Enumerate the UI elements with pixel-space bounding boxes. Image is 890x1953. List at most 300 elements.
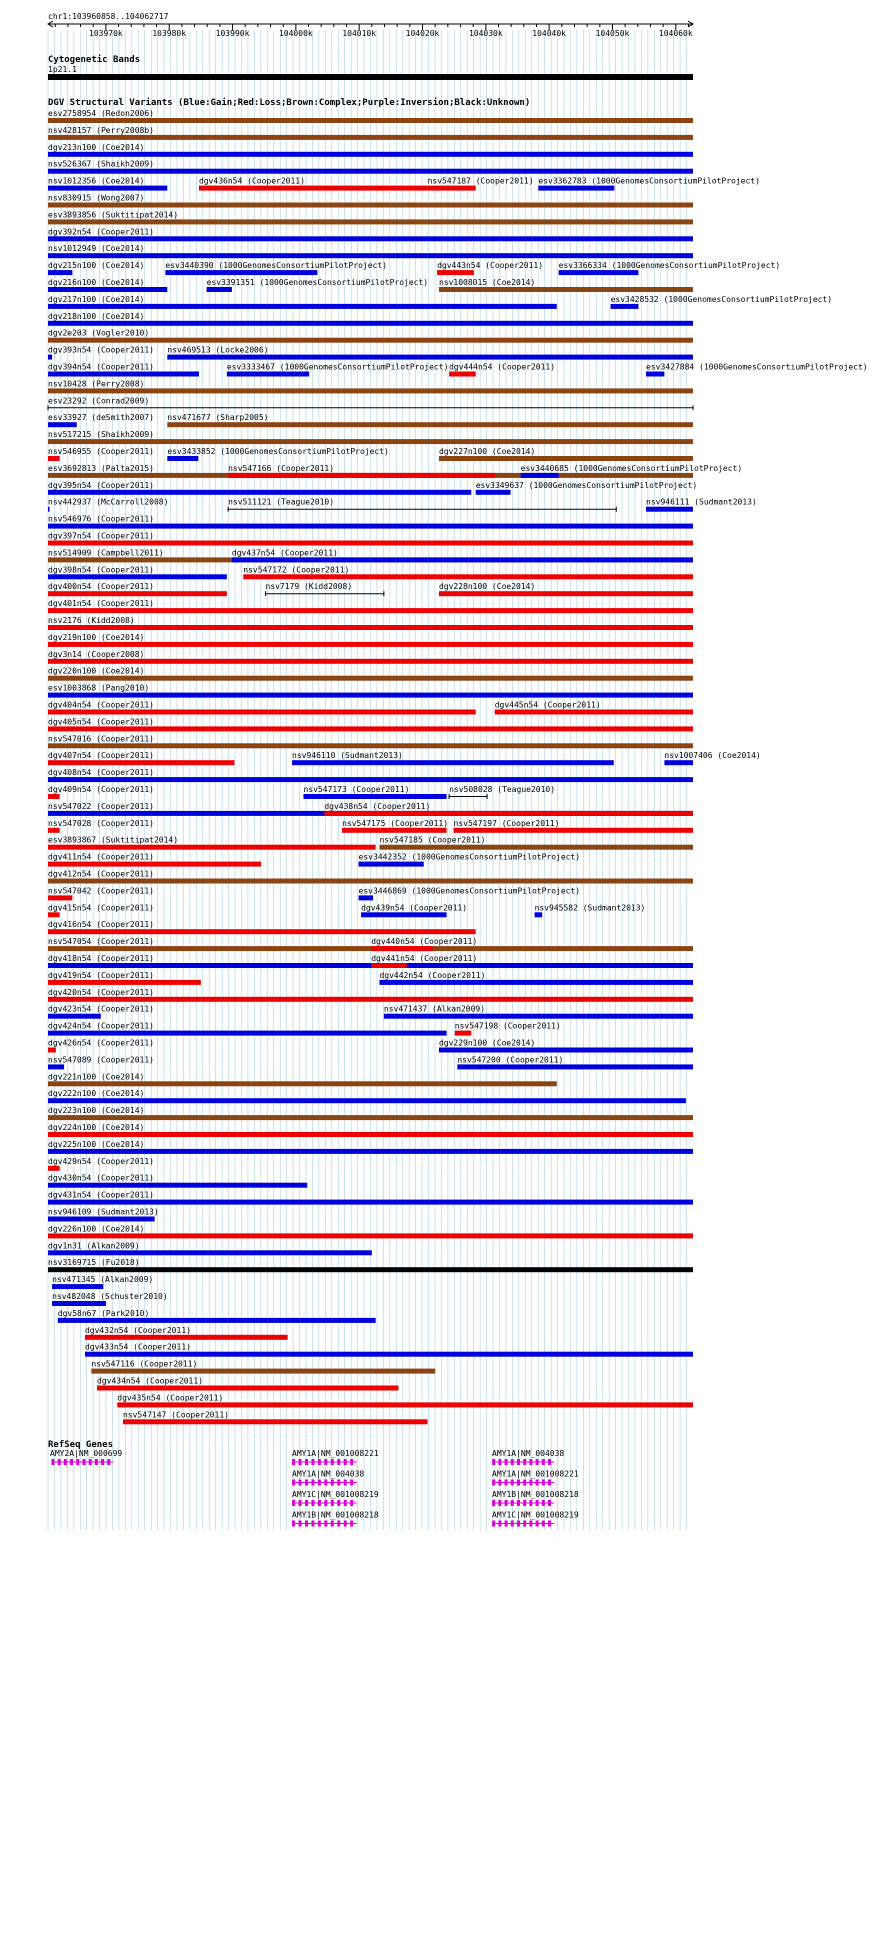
gene-exon (529, 1500, 532, 1506)
variant-bar (48, 372, 199, 377)
variant-label: nsv547185 (Cooper2011) (379, 835, 486, 845)
variant-bar (384, 1014, 693, 1019)
variant-bar (535, 912, 543, 917)
gene-label: AMY1A|NM_004038 (492, 1449, 565, 1458)
gene-exon (536, 1521, 539, 1527)
variant-bar (48, 1064, 64, 1069)
cytoband-band-label: 1p21.1 (48, 65, 77, 74)
variant-bar (85, 1335, 288, 1340)
variant-label: dgv409n54 (Cooper2011) (48, 785, 154, 794)
variant-bar (437, 270, 474, 275)
gene-exon (311, 1500, 314, 1506)
variant-label: esv33927 (deSmith2007) (48, 413, 154, 423)
ruler-tick-label: 104010k (342, 29, 377, 38)
gene-exon (492, 1521, 495, 1527)
variant-label: dgv439n54 (Cooper2011) (361, 903, 468, 913)
variant-bar (48, 760, 234, 765)
variant-label: dgv216n100 (Coe2014) (48, 278, 145, 287)
variant-label: dgv213n100 (Coe2014) (48, 142, 145, 152)
variant-bar (48, 524, 693, 529)
variant-bar (243, 574, 693, 579)
gene-exon (350, 1480, 353, 1486)
gene-label: AMY1A|NM_004038 (292, 1469, 365, 1479)
variant-label: esv3362783 (1000GenomesConsortiumPilotProject) (538, 176, 760, 186)
gene-exon (529, 1459, 532, 1465)
variant-label: nsv547198 (Cooper2011) (454, 1021, 561, 1031)
variant-bar (371, 963, 406, 968)
variant-bar (559, 270, 639, 275)
variant-bar (48, 1081, 557, 1086)
variant-label: dgv401n54 (Cooper2011) (48, 599, 154, 609)
variant-bar (48, 287, 167, 292)
gene-exon (517, 1500, 520, 1506)
variant-bar (48, 1233, 693, 1238)
variant-label: esv3433852 (1000GenomesConsortiumPilotProject) (167, 447, 389, 456)
variant-bar (495, 710, 693, 715)
variant-label: dgv400n54 (Cooper2011) (48, 582, 154, 592)
variant-label: dgv444n54 (Cooper2011) (449, 362, 556, 372)
variant-label: nsv1012356 (Coe2014) (48, 176, 145, 186)
variant-label: nsv946111 (Sudmant2013) (646, 497, 757, 507)
variant-label: esv2758954 (Redon2006) (48, 109, 154, 118)
gene-exon (305, 1459, 308, 1465)
variant-label: dgv445n54 (Cooper2011) (494, 700, 601, 710)
gene-exon (498, 1480, 501, 1486)
variant-label: dgv1n31 (Alkan2009) (48, 1241, 140, 1251)
variant-label: esv3446869 (1000GenomesConsortiumPilotProject) (358, 886, 581, 896)
variant-bar (342, 828, 446, 833)
variant-bar (48, 253, 693, 258)
variant-label: dgv2e203 (Vogler2010) (48, 328, 150, 338)
gene-exon (548, 1480, 551, 1486)
variant-label: dgv394n54 (Cooper2011) (48, 362, 154, 372)
ruler-tick-label: 103970k (89, 29, 123, 38)
variant-label: dgv404n54 (Cooper2011) (48, 700, 154, 710)
variant-label: nsv946110 (Sudmant2013) (292, 751, 403, 761)
variant-bar (48, 338, 693, 343)
gene-exon (350, 1500, 353, 1506)
variant-bar (48, 1200, 693, 1205)
variant-label: nsv428157 (Perry2008b) (48, 125, 154, 135)
variant-label: nsv526367 (Shaikh2009) (48, 159, 154, 169)
variant-bar (611, 304, 639, 309)
variant-bar (48, 608, 693, 613)
variant-bar (52, 1284, 103, 1289)
variant-bar (454, 828, 693, 833)
ruler-tick-label: 103990k (215, 29, 250, 38)
gene-exon (505, 1480, 508, 1486)
variant-bar (48, 642, 693, 647)
gene-exon (311, 1521, 314, 1527)
gene-exon (523, 1500, 526, 1506)
variant-bar (379, 980, 693, 985)
variant-label: esv3349637 (1000GenomesConsortiumPilotProject) (475, 480, 698, 490)
variant-label: dgv227n100 (Coe2014) (438, 447, 536, 456)
gene-exon (542, 1500, 545, 1506)
gene-exon (305, 1500, 308, 1506)
gene-exon (318, 1500, 321, 1506)
variant-bar (359, 895, 374, 900)
variant-label: esv3428532 (1000GenomesConsortiumPilotProject) (610, 294, 833, 304)
variant-bar (361, 912, 446, 917)
variant-label: dgv412n54 (Cooper2011) (48, 869, 154, 879)
variant-label: dgv424n54 (Cooper2011) (48, 1021, 154, 1031)
variant-bar (199, 186, 428, 191)
gene-exon (318, 1459, 321, 1465)
variant-bar (52, 1301, 106, 1306)
gene-exon (337, 1459, 340, 1465)
variant-label: nsv471437 (Alkan2009) (383, 1004, 486, 1014)
ruler-tick-label: 104050k (595, 29, 630, 38)
variant-bar (303, 794, 446, 799)
gene-exon (305, 1521, 308, 1527)
variant-label: nsv547089 (Cooper2011) (48, 1055, 154, 1065)
gene-label: AMY1B|NM_001008218 (292, 1510, 379, 1520)
variant-label: dgv218n100 (Coe2014) (48, 311, 145, 321)
gene-exon (517, 1459, 520, 1465)
variant-label: dgv226n100 (Coe2014) (48, 1224, 145, 1234)
dgv-track-title: DGV Structural Variants (Blue:Gain;Red:Loss;Brown:Complex;Purple:Inversion;Black:Unknown) (48, 98, 531, 108)
gene-exon (511, 1480, 514, 1486)
variant-label: nsv1007406 (Coe2014) (664, 751, 761, 761)
variant-bar (48, 693, 693, 698)
variant-bar (48, 1183, 307, 1188)
gene-exon (548, 1500, 551, 1506)
variant-bar (48, 236, 693, 241)
variant-label: dgv411n54 (Cooper2011) (48, 852, 154, 862)
variant-bar (48, 270, 72, 275)
variant-label: dgv221n100 (Coe2014) (48, 1072, 145, 1082)
gene-exon (536, 1459, 539, 1465)
variant-label: dgv436n54 (Cooper2011) (198, 176, 305, 186)
gene-exon (82, 1459, 85, 1465)
gene-exon (324, 1500, 327, 1506)
variant-bar (48, 355, 52, 360)
variant-bar (48, 1048, 56, 1053)
variant-label: nsv945582 (Sudmant2013) (534, 903, 646, 913)
gene-exon (292, 1480, 295, 1486)
gene-exon (292, 1521, 295, 1527)
gene-exon (548, 1521, 551, 1527)
variant-label: dgv215n100 (Coe2014) (48, 261, 145, 271)
variant-bar (371, 946, 432, 951)
variant-bar (439, 456, 693, 461)
variant-label: nsv3169715 (Fu2018) (48, 1258, 140, 1268)
variant-bar (428, 186, 476, 191)
gene-exon (529, 1521, 532, 1527)
variant-bar (48, 1267, 693, 1272)
variant-bar (91, 1369, 435, 1374)
gene-exon (498, 1521, 501, 1527)
gene-label: AMY2A|NM_000699 (50, 1449, 123, 1458)
variant-label: nsv546976 (Cooper2011) (48, 514, 154, 524)
variant-label: dgv392n54 (Cooper2011) (48, 227, 154, 237)
gene-exon (337, 1480, 340, 1486)
position-label: chr1:103960858..104062717 (48, 12, 169, 21)
gene-exon (89, 1459, 92, 1465)
variant-label: nsv547022 (Cooper2011) (48, 801, 154, 811)
gene-exon (517, 1480, 520, 1486)
variant-bar (48, 388, 693, 393)
variant-label: dgv430n54 (Cooper2011) (48, 1173, 154, 1183)
gene-exon (311, 1459, 314, 1465)
gene-label: AMY1A|NM_001008221 (292, 1449, 379, 1458)
gene-exon (76, 1459, 79, 1465)
variant-bar (117, 1402, 693, 1407)
variant-label: nsv7179 (Kidd2008) (265, 582, 353, 592)
variant-label: dgv398n54 (Cooper2011) (48, 565, 154, 575)
variant-label: dgv228n100 (Coe2014) (438, 582, 536, 592)
cytoband-title: Cytogenetic Bands (48, 55, 141, 65)
variant-bar (48, 135, 693, 140)
variant-label: nsv471345 (Alkan2009) (52, 1275, 154, 1285)
ruler-tick-label: 104040k (532, 29, 567, 38)
gene-exon (542, 1521, 545, 1527)
variant-bar (48, 304, 557, 309)
variant-bar (359, 862, 424, 867)
variant-bar (449, 372, 476, 377)
variant-bar (48, 980, 201, 985)
gene-exon (95, 1459, 98, 1465)
variant-bar (48, 659, 693, 664)
variant-label: nsv508028 (Teague2010) (449, 785, 556, 794)
gene-exon (299, 1500, 302, 1506)
variant-label: nsv517215 (Shaikh2009) (48, 430, 154, 440)
gene-exon (505, 1521, 508, 1527)
variant-label: nsv547054 (Cooper2011) (48, 937, 154, 947)
variant-label: dgv393n54 (Cooper2011) (48, 345, 154, 355)
variant-bar (48, 1149, 693, 1154)
variant-label: dgv441n54 (Cooper2011) (371, 954, 478, 963)
variant-label: nsv442937 (McCarroll2008) (48, 497, 169, 507)
variant-bar (646, 507, 693, 512)
variant-label: nsv547042 (Cooper2011) (48, 886, 154, 896)
variant-label: nsv10428 (Perry2008) (48, 379, 145, 389)
variant-label: dgv415n54 (Cooper2011) (48, 903, 154, 913)
variant-bar (48, 507, 50, 512)
variant-label: dgv225n100 (Coe2014) (48, 1139, 145, 1149)
gene-exon (505, 1500, 508, 1506)
variant-label: esv3333467 (1000GenomesConsortiumPilotProject) (226, 362, 449, 372)
variant-label: dgv405n54 (Cooper2011) (48, 717, 154, 727)
gene-exon (536, 1480, 539, 1486)
variant-label: nsv547173 (Cooper2011) (303, 785, 410, 794)
variant-bar (48, 625, 693, 630)
gene-exon (64, 1459, 67, 1465)
gene-exon (324, 1521, 327, 1527)
variant-label: dgv58n67 (Park2010) (57, 1308, 150, 1318)
variant-bar (48, 1031, 447, 1036)
variant-bar (48, 997, 693, 1002)
variant-label: nsv547187 (Cooper2011) (427, 176, 534, 186)
variant-label: esv3427884 (1000GenomesConsortiumPilotProject) (646, 362, 868, 372)
variant-bar (48, 879, 693, 884)
variant-bar (48, 1217, 155, 1222)
variant-label: esv1003868 (Pang2010) (48, 683, 150, 693)
variant-bar (476, 490, 511, 495)
ruler-tick-label: 104000k (278, 29, 313, 38)
gene-exon (305, 1480, 308, 1486)
variant-bar (48, 743, 693, 748)
variant-bar (48, 422, 77, 427)
variant-bar (48, 219, 693, 224)
gene-exon (299, 1521, 302, 1527)
variant-bar (48, 1132, 693, 1137)
variant-label: dgv220n100 (Coe2014) (48, 666, 145, 676)
variant-bar (48, 169, 693, 174)
gene-exon (337, 1500, 340, 1506)
gene-exon (331, 1500, 334, 1506)
variant-bar (207, 287, 232, 292)
variant-bar (538, 186, 614, 191)
variant-bar (48, 203, 693, 208)
variant-bar (379, 845, 693, 850)
variant-label: dgv224n100 (Coe2014) (48, 1123, 145, 1132)
gene-exon (324, 1459, 327, 1465)
variant-bar (48, 710, 476, 715)
ruler-tick-label: 104060k (658, 29, 693, 38)
gene-exon (536, 1500, 539, 1506)
variant-label: dgv222n100 (Coe2014) (48, 1089, 145, 1099)
gene-exon (505, 1459, 508, 1465)
variant-label: nsv2176 (Kidd2008) (48, 616, 135, 625)
variant-label: nsv547028 (Cooper2011) (48, 818, 154, 828)
gene-exon (529, 1480, 532, 1486)
gene-exon (523, 1480, 526, 1486)
gene-label: AMY1A|NM_001008221 (492, 1469, 579, 1479)
variant-label: dgv223n100 (Coe2014) (48, 1106, 145, 1116)
variant-label: nsv469513 (Locke2006) (167, 345, 269, 355)
gene-exon (337, 1521, 340, 1527)
variant-bar (228, 473, 495, 478)
variant-label: dgv431n54 (Cooper2011) (48, 1190, 154, 1200)
gene-exon (511, 1521, 514, 1527)
variant-bar (48, 574, 227, 579)
variant-label: dgv219n100 (Coe2014) (48, 632, 145, 642)
variant-label: dgv3n14 (Cooper2008) (48, 649, 145, 659)
gene-exon (523, 1521, 526, 1527)
variant-label: dgv217n100 (Coe2014) (48, 294, 145, 304)
gene-exon (299, 1459, 302, 1465)
variant-label: dgv435n54 (Cooper2011) (117, 1393, 224, 1403)
gene-exon (58, 1459, 61, 1465)
refseq-track-title: RefSeq Genes (48, 1440, 114, 1450)
variant-bar (48, 845, 376, 850)
gene-exon (492, 1480, 495, 1486)
variant-label: nsv514909 (Campbell2011) (48, 548, 164, 558)
variant-bar (123, 1419, 428, 1424)
ruler-tick-label: 104020k (405, 29, 440, 38)
variant-label: dgv432n54 (Cooper2011) (84, 1325, 191, 1335)
gene-label: AMY1C|NM_001008219 (492, 1510, 579, 1520)
variant-bar (664, 760, 693, 765)
variant-bar (48, 862, 261, 867)
variant-label: nsv1008015 (Coe2014) (438, 278, 536, 287)
ruler-tick-label: 103980k (152, 29, 187, 38)
variant-bar (48, 1115, 693, 1120)
gene-exon (350, 1521, 353, 1527)
variant-bar (48, 186, 167, 191)
variant-label: nsv547175 (Cooper2011) (342, 818, 449, 828)
variant-bar (165, 270, 317, 275)
ruler-tick-label: 104030k (468, 29, 503, 38)
variant-bar (457, 1064, 693, 1069)
variant-label: nsv1012949 (Coe2014) (48, 244, 145, 254)
variant-label: dgv423n54 (Cooper2011) (48, 1004, 154, 1014)
gene-exon (542, 1459, 545, 1465)
gene-exon (350, 1459, 353, 1465)
variant-label: esv3391351 (1000GenomesConsortiumPilotProject) (206, 278, 429, 287)
variant-label: dgv433n54 (Cooper2011) (84, 1342, 191, 1352)
variant-label: esv3440390 (1000GenomesConsortiumPilotProject) (165, 261, 387, 271)
variant-label: nsv547197 (Cooper2011) (453, 818, 560, 828)
variant-bar (439, 591, 693, 596)
variant-label: nsv830915 (Wong2007) (48, 193, 145, 203)
gene-exon (292, 1500, 295, 1506)
gene-exon (344, 1521, 347, 1527)
variant-label: dgv420n54 (Cooper2011) (48, 987, 154, 997)
variant-bar (48, 726, 693, 731)
variant-label: dgv426n54 (Cooper2011) (48, 1038, 154, 1048)
gene-exon (542, 1480, 545, 1486)
variant-label: dgv395n54 (Cooper2011) (48, 480, 154, 490)
variant-label: dgv397n54 (Cooper2011) (48, 531, 154, 541)
variant-label: dgv229n100 (Coe2014) (438, 1038, 536, 1048)
variant-label: dgv429n54 (Cooper2011) (48, 1156, 154, 1166)
variant-bar (48, 152, 693, 157)
gene-exon (311, 1480, 314, 1486)
gene-exon (517, 1521, 520, 1527)
gene-exon (492, 1500, 495, 1506)
variant-bar (48, 963, 693, 968)
gene-exon (548, 1459, 551, 1465)
gene-exon (498, 1500, 501, 1506)
variant-label: esv3692813 (Palta2015) (48, 463, 154, 473)
gene-label: AMY1C|NM_001008219 (292, 1490, 379, 1499)
variant-bar (48, 490, 471, 495)
variant-label: esv3366334 (1000GenomesConsortiumPilotProject) (558, 261, 781, 271)
variant-label: dgv438n54 (Cooper2011) (324, 801, 431, 811)
variant-label: dgv442n54 (Cooper2011) (379, 970, 486, 980)
variant-label: dgv407n54 (Cooper2011) (48, 751, 154, 761)
variant-label: nsv547016 (Cooper2011) (48, 734, 154, 744)
variant-label: dgv408n54 (Cooper2011) (48, 768, 154, 778)
gene-exon (318, 1480, 321, 1486)
gene-exon (70, 1459, 73, 1465)
variant-bar (48, 591, 227, 596)
variant-bar (48, 676, 693, 681)
gene-exon (51, 1459, 54, 1465)
variant-bar (48, 321, 693, 326)
variant-bar (48, 929, 476, 934)
variant-bar (167, 456, 198, 461)
variant-bar (439, 1048, 693, 1053)
variant-bar (48, 946, 693, 951)
gene-exon (498, 1459, 501, 1465)
gene-exon (511, 1459, 514, 1465)
gene-exon (299, 1480, 302, 1486)
gene-exon (344, 1459, 347, 1465)
variant-label: esv3893856 (Suktitipat2014) (48, 210, 179, 220)
variant-label: esv3893867 (Suktitipat2014) (48, 835, 179, 845)
variant-bar (439, 287, 693, 292)
gene-exon (101, 1459, 104, 1465)
variant-label: dgv434n54 (Cooper2011) (97, 1376, 203, 1386)
gene-exon (523, 1459, 526, 1465)
variant-label: nsv546955 (Cooper2011) (48, 447, 154, 456)
gene-exon (318, 1521, 321, 1527)
gene-exon (107, 1459, 110, 1465)
